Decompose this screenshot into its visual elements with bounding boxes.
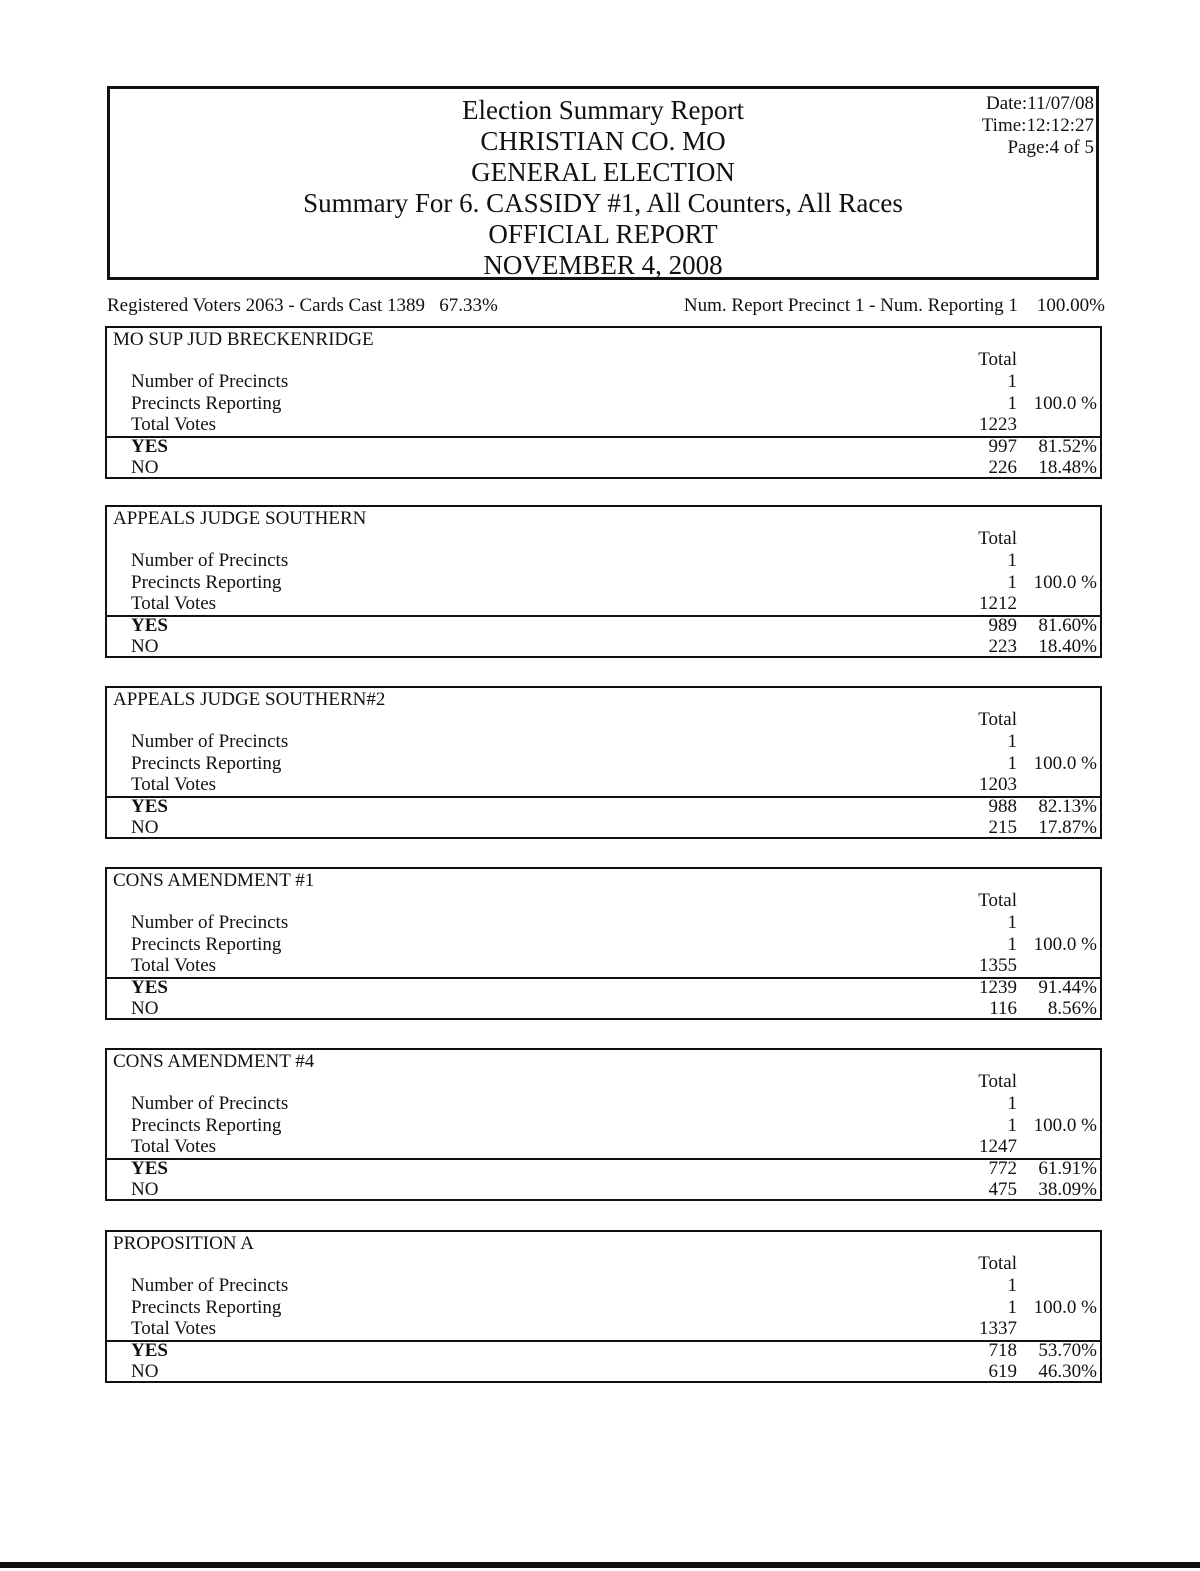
reporting-row	[107, 1297, 1100, 1318]
summary-scope: Summary For 6. CASSIDY #1, All Counters, All Races	[303, 188, 903, 218]
reporting-row	[107, 572, 1100, 593]
no-row	[107, 1179, 1100, 1200]
row-value: 1212	[979, 593, 1017, 614]
report-meta	[982, 93, 1094, 159]
row-value: 1	[1007, 753, 1017, 774]
row-label: NO	[131, 817, 159, 838]
row-percent: 82.13%	[1038, 796, 1097, 817]
total-column-header: Total	[978, 528, 1017, 549]
no-row	[107, 817, 1100, 838]
row-value: 718	[988, 1340, 1017, 1361]
total-votes-row	[107, 414, 1100, 435]
row-label: Number of Precincts	[131, 1093, 289, 1114]
no-row	[107, 998, 1100, 1019]
row-label: Precincts Reporting	[131, 753, 282, 774]
row-percent: 53.70%	[1038, 1340, 1097, 1361]
no-row	[107, 1361, 1100, 1382]
row-value: 1	[1007, 1297, 1017, 1318]
row-value: 1	[1007, 731, 1017, 752]
row-value: 223	[988, 636, 1017, 657]
row-label: Total Votes	[131, 774, 217, 795]
row-value: 1	[1007, 550, 1017, 571]
row-label: YES	[131, 436, 168, 457]
row-label: Number of Precincts	[131, 731, 289, 752]
row-label: Precincts Reporting	[131, 1115, 282, 1136]
row-label: YES	[131, 1340, 168, 1361]
page-number: Page:4 of 5	[1007, 137, 1094, 158]
row-label: Precincts Reporting	[131, 934, 282, 955]
total-column-header: Total	[978, 890, 1017, 911]
election-date: NOVEMBER 4, 2008	[483, 250, 723, 280]
row-label: Total Votes	[131, 955, 217, 976]
row-label: NO	[131, 457, 159, 478]
row-label: Total Votes	[131, 1318, 217, 1339]
row-label: Total Votes	[131, 1136, 217, 1157]
row-percent: 100.0 %	[1033, 753, 1097, 774]
row-value: 1239	[979, 977, 1017, 998]
row-label: Precincts Reporting	[131, 393, 282, 414]
race-title: PROPOSITION A	[113, 1233, 254, 1254]
row-percent: 8.56%	[1047, 998, 1097, 1019]
yes-row	[107, 796, 1100, 817]
row-percent: 100.0 %	[1033, 1115, 1097, 1136]
row-value: 1	[1007, 912, 1017, 933]
row-percent: 81.52%	[1038, 436, 1097, 457]
total-column-header: Total	[978, 1253, 1017, 1274]
row-label: NO	[131, 1179, 159, 1200]
row-value: 619	[988, 1361, 1017, 1382]
row-label: Number of Precincts	[131, 912, 289, 933]
yes-row	[107, 1340, 1100, 1361]
row-label: YES	[131, 796, 168, 817]
race-box	[105, 867, 1102, 1020]
report-title: Election Summary Report	[462, 95, 744, 125]
precincts-row	[107, 1093, 1100, 1114]
yes-row	[107, 436, 1100, 457]
row-value: 1355	[979, 955, 1017, 976]
race-title: APPEALS JUDGE SOUTHERN#2	[113, 689, 386, 710]
row-value: 475	[988, 1179, 1017, 1200]
scan-edge-bar	[0, 1562, 1200, 1568]
row-percent: 91.44%	[1038, 977, 1097, 998]
race-title: CONS AMENDMENT #4	[113, 1051, 315, 1072]
report-type: OFFICIAL REPORT	[488, 219, 718, 249]
yes-row	[107, 1158, 1100, 1179]
yes-row	[107, 977, 1100, 998]
total-votes-row	[107, 1136, 1100, 1157]
report-date: Date:11/07/08	[986, 93, 1094, 114]
row-label: NO	[131, 1361, 159, 1382]
row-value: 226	[988, 457, 1017, 478]
row-value: 772	[988, 1158, 1017, 1179]
reporting-row	[107, 393, 1100, 414]
row-value: 1	[1007, 572, 1017, 593]
row-value: 215	[988, 817, 1017, 838]
total-votes-row	[107, 774, 1100, 795]
row-label: YES	[131, 615, 168, 636]
row-value: 1	[1007, 393, 1017, 414]
row-label: YES	[131, 977, 168, 998]
header-title-block	[110, 95, 1096, 281]
total-column-header: Total	[978, 1071, 1017, 1092]
row-value: 988	[988, 796, 1017, 817]
row-value: 1	[1007, 371, 1017, 392]
row-value: 1337	[979, 1318, 1017, 1339]
row-value: 1247	[979, 1136, 1017, 1157]
row-label: YES	[131, 1158, 168, 1179]
row-value: 1	[1007, 1275, 1017, 1296]
race-box	[105, 505, 1102, 658]
precincts-row	[107, 1275, 1100, 1296]
row-label: NO	[131, 636, 159, 657]
row-label: Total Votes	[131, 414, 217, 435]
row-percent: 100.0 %	[1033, 1297, 1097, 1318]
precincts-row	[107, 371, 1100, 392]
total-votes-row	[107, 1318, 1100, 1339]
row-value: 1	[1007, 934, 1017, 955]
reporting-row	[107, 934, 1100, 955]
row-percent: 18.48%	[1038, 457, 1097, 478]
row-value: 1	[1007, 1093, 1017, 1114]
reporting-row	[107, 753, 1100, 774]
race-title: MO SUP JUD BRECKENRIDGE	[113, 329, 374, 350]
precincts-row	[107, 912, 1100, 933]
row-percent: 18.40%	[1038, 636, 1097, 657]
row-value: 989	[988, 615, 1017, 636]
race-box	[105, 1230, 1102, 1383]
row-percent: 81.60%	[1038, 615, 1097, 636]
row-label: Precincts Reporting	[131, 1297, 282, 1318]
precincts-row	[107, 731, 1100, 752]
turnout-summary	[107, 294, 1105, 318]
row-label: Number of Precincts	[131, 371, 289, 392]
row-label: Precincts Reporting	[131, 572, 282, 593]
row-label: Total Votes	[131, 593, 217, 614]
row-percent: 100.0 %	[1033, 572, 1097, 593]
row-percent: 100.0 %	[1033, 934, 1097, 955]
row-label: Number of Precincts	[131, 1275, 289, 1296]
precincts-row	[107, 550, 1100, 571]
reporting-row	[107, 1115, 1100, 1136]
row-value: 1	[1007, 1115, 1017, 1136]
row-label: NO	[131, 998, 159, 1019]
row-percent: 46.30%	[1038, 1361, 1097, 1382]
row-percent: 61.91%	[1038, 1158, 1097, 1179]
row-value: 116	[989, 998, 1017, 1019]
county-name: CHRISTIAN CO. MO	[480, 126, 726, 156]
row-percent: 38.09%	[1038, 1179, 1097, 1200]
race-box	[105, 326, 1102, 479]
race-box	[105, 686, 1102, 839]
row-value: 1223	[979, 414, 1017, 435]
no-row	[107, 457, 1100, 478]
total-votes-row	[107, 955, 1100, 976]
precinct-reporting-summary: Num. Report Precinct 1 - Num. Reporting 1 100.00%	[683, 295, 1105, 316]
race-box	[105, 1048, 1102, 1201]
race-title: CONS AMENDMENT #1	[113, 870, 315, 891]
total-column-header: Total	[978, 709, 1017, 730]
total-votes-row	[107, 593, 1100, 614]
total-column-header: Total	[978, 349, 1017, 370]
report-header	[107, 86, 1099, 280]
row-label: Number of Precincts	[131, 550, 289, 571]
row-value: 1203	[979, 774, 1017, 795]
no-row	[107, 636, 1100, 657]
row-percent: 17.87%	[1038, 817, 1097, 838]
registered-voters-summary: Registered Voters 2063 - Cards Cast 1389 67.33%	[107, 295, 498, 316]
yes-row	[107, 615, 1100, 636]
row-percent: 100.0 %	[1033, 393, 1097, 414]
race-title: APPEALS JUDGE SOUTHERN	[113, 508, 367, 529]
report-time: Time:12:12:27	[981, 115, 1094, 136]
election-name: GENERAL ELECTION	[471, 157, 735, 187]
row-value: 997	[988, 436, 1017, 457]
